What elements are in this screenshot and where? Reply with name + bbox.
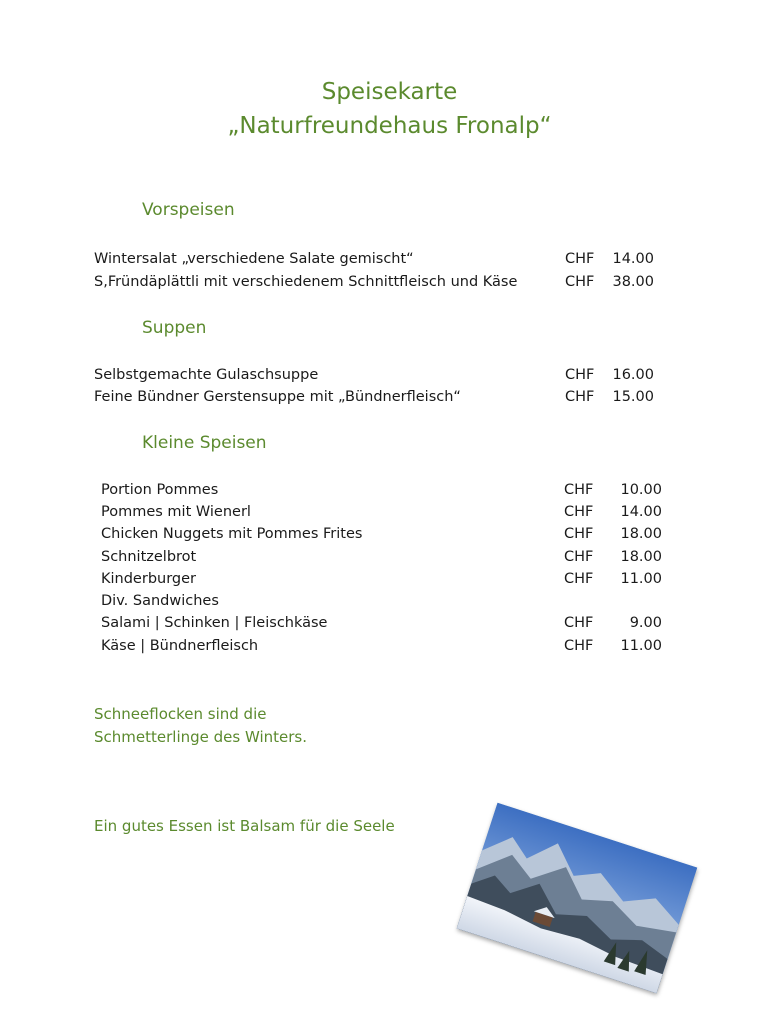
quote-snowflakes <box>94 703 307 749</box>
menu-item <box>101 590 681 612</box>
menu-title <box>0 75 779 143</box>
item-name: Wintersalat „verschiedene Salate gemischt“ <box>94 251 414 267</box>
menu-item <box>94 271 674 293</box>
item-price: 38.00 <box>612 274 654 290</box>
menu-item <box>101 523 681 545</box>
menu-item <box>101 612 681 634</box>
section-heading-suppen: Suppen <box>142 318 207 338</box>
item-currency: CHF <box>565 274 595 290</box>
item-currency: CHF <box>564 482 594 498</box>
item-name: Käse | Bündnerfleisch <box>101 638 259 654</box>
section-heading-vorspeisen: Vorspeisen <box>142 200 235 220</box>
item-currency: CHF <box>564 504 594 520</box>
item-price: 9.00 <box>629 615 662 631</box>
menu-item <box>101 568 681 590</box>
item-currency: CHF <box>565 251 595 267</box>
item-name: Pommes mit Wienerl <box>101 504 251 520</box>
menu-item <box>94 248 674 270</box>
item-currency: CHF <box>564 549 594 565</box>
item-currency: CHF <box>564 571 594 587</box>
title-line-2: „Naturfreundehaus Fronalp“ <box>227 113 552 139</box>
menu-item <box>94 386 674 408</box>
item-name: Salami | Schinken | Fleischkäse <box>101 615 328 631</box>
item-price: 18.00 <box>620 526 662 542</box>
title-line-1: Speisekarte <box>321 79 458 105</box>
item-name: Schnitzelbrot <box>101 549 197 565</box>
menu-item <box>101 546 681 568</box>
item-price: 18.00 <box>620 549 662 565</box>
item-currency: CHF <box>565 367 595 383</box>
item-price: 14.00 <box>620 504 662 520</box>
item-name: Chicken Nuggets mit Pommes Frites <box>101 526 363 542</box>
quote-line-2: Schmetterlinge des Winters. <box>94 728 308 746</box>
item-name: S,Fründäplättli mit verschiedenem Schnittfleisch und Käse <box>94 274 518 290</box>
menu-item <box>101 479 681 501</box>
menu-item <box>94 364 674 386</box>
section-heading-kleine-speisen: Kleine Speisen <box>142 433 267 453</box>
menu-item <box>101 635 681 657</box>
item-name: Selbstgemachte Gulaschsuppe <box>94 367 319 383</box>
item-price: 15.00 <box>612 389 654 405</box>
item-currency: CHF <box>564 615 594 631</box>
quote-balsam: Ein gutes Essen ist Balsam für die Seele <box>94 817 395 835</box>
item-price: 10.00 <box>620 482 662 498</box>
item-price: 11.00 <box>620 638 662 654</box>
menu-item <box>101 501 681 523</box>
item-name: Portion Pommes <box>101 482 219 498</box>
winter-mountain-photo <box>457 803 698 993</box>
item-price: 11.00 <box>620 571 662 587</box>
item-name: Div. Sandwiches <box>101 593 219 609</box>
item-currency: CHF <box>565 389 595 405</box>
quote-line-1: Schneeflocken sind die <box>94 705 267 723</box>
item-name: Kinderburger <box>101 571 197 587</box>
item-name: Feine Bündner Gerstensuppe mit „Bündnerfleisch“ <box>94 389 461 405</box>
item-currency: CHF <box>564 638 594 654</box>
item-price: 16.00 <box>612 367 654 383</box>
mountain-landscape-image <box>457 803 698 993</box>
item-price: 14.00 <box>612 251 654 267</box>
item-currency: CHF <box>564 526 594 542</box>
